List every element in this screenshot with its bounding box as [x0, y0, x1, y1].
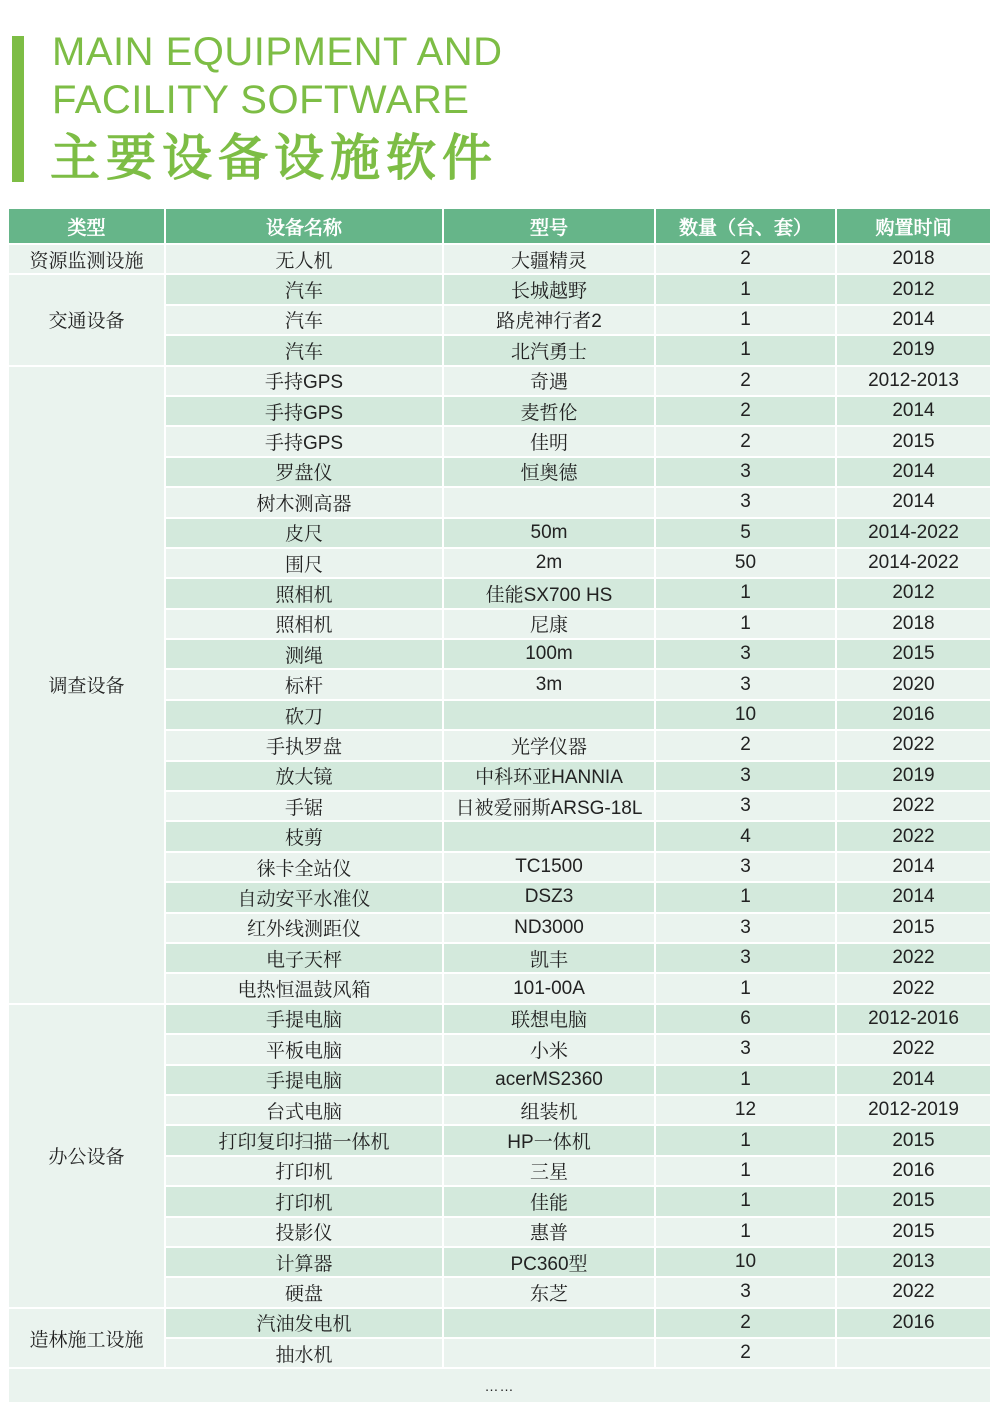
quantity-cell: 2: [655, 1338, 836, 1368]
equipment-name-cell: 放大镜: [165, 761, 443, 791]
purchase-time-cell: 2014: [836, 852, 991, 882]
equipment-name-cell: 电子天枰: [165, 943, 443, 973]
model-cell: 大疆精灵: [443, 244, 655, 274]
equipment-name-cell: 围尺: [165, 548, 443, 578]
quantity-cell: 10: [655, 700, 836, 730]
header-purchase-time: 购置时间: [836, 209, 991, 244]
quantity-cell: 3: [655, 791, 836, 821]
purchase-time-cell: 2022: [836, 1034, 991, 1064]
purchase-time-cell: 2019: [836, 335, 991, 365]
table-header-row: [9, 209, 991, 244]
model-cell: 中科环亚HANNIA: [443, 761, 655, 791]
model-cell: 101-00A: [443, 973, 655, 1003]
purchase-time-cell: 2012: [836, 578, 991, 608]
model-cell: 2m: [443, 548, 655, 578]
english-title: [52, 28, 503, 124]
equipment-name-cell: 手持GPS: [165, 426, 443, 456]
purchase-time-cell: 2014: [836, 457, 991, 487]
quantity-cell: 2: [655, 396, 836, 426]
purchase-time-cell: 2014: [836, 882, 991, 912]
purchase-time-cell: 2018: [836, 609, 991, 639]
category-cell: 交通设备: [9, 274, 165, 365]
model-cell: 佳能: [443, 1186, 655, 1216]
quantity-cell: 2: [655, 1308, 836, 1338]
category-cell: 造林施工设施: [9, 1308, 165, 1369]
equipment-name-cell: 罗盘仪: [165, 457, 443, 487]
purchase-time-cell: 2015: [836, 1186, 991, 1216]
table-row: [9, 366, 991, 396]
table-row: [9, 1004, 991, 1034]
model-cell: 小米: [443, 1034, 655, 1064]
model-cell: [443, 1308, 655, 1338]
quantity-cell: 2: [655, 366, 836, 396]
purchase-time-cell: 2019: [836, 761, 991, 791]
model-cell: 长城越野: [443, 274, 655, 304]
model-cell: 3m: [443, 669, 655, 699]
model-cell: [443, 1338, 655, 1368]
purchase-time-cell: 2012-2013: [836, 366, 991, 396]
purchase-time-cell: 2016: [836, 1308, 991, 1338]
quantity-cell: 10: [655, 1247, 836, 1277]
quantity-cell: 4: [655, 821, 836, 851]
equipment-name-cell: 抽水机: [165, 1338, 443, 1368]
quantity-cell: 3: [655, 1277, 836, 1307]
equipment-name-cell: 硬盘: [165, 1277, 443, 1307]
quantity-cell: 1: [655, 1065, 836, 1095]
purchase-time-cell: [836, 1338, 991, 1368]
model-cell: 日被爱丽斯ARSG-18L: [443, 791, 655, 821]
purchase-time-cell: 2022: [836, 821, 991, 851]
quantity-cell: 3: [655, 639, 836, 669]
equipment-name-cell: 红外线测距仪: [165, 913, 443, 943]
table-row: [9, 244, 991, 274]
quantity-cell: 1: [655, 578, 836, 608]
model-cell: 麦哲伦: [443, 396, 655, 426]
equipment-name-cell: 打印机: [165, 1156, 443, 1186]
english-title-line1: MAIN EQUIPMENT AND: [52, 30, 503, 74]
quantity-cell: 1: [655, 609, 836, 639]
equipment-name-cell: 台式电脑: [165, 1095, 443, 1125]
title-accent-bar: [12, 36, 24, 182]
quantity-cell: 5: [655, 518, 836, 548]
quantity-cell: 12: [655, 1095, 836, 1125]
model-cell: PC360型: [443, 1247, 655, 1277]
equipment-name-cell: 手持GPS: [165, 396, 443, 426]
quantity-cell: 1: [655, 274, 836, 304]
equipment-name-cell: 汽车: [165, 335, 443, 365]
category-cell: 办公设备: [9, 1004, 165, 1308]
equipment-name-cell: 平板电脑: [165, 1034, 443, 1064]
equipment-name-cell: 枝剪: [165, 821, 443, 851]
purchase-time-cell: 2022: [836, 791, 991, 821]
quantity-cell: 1: [655, 973, 836, 1003]
equipment-name-cell: 投影仪: [165, 1217, 443, 1247]
model-cell: 50m: [443, 518, 655, 548]
header-model: 型号: [443, 209, 655, 244]
equipment-name-cell: 手锯: [165, 791, 443, 821]
model-cell: 尼康: [443, 609, 655, 639]
category-cell: 资源监测设施: [9, 244, 165, 274]
header-equipment-name: 设备名称: [165, 209, 443, 244]
quantity-cell: 3: [655, 487, 836, 517]
model-cell: [443, 487, 655, 517]
chinese-title: 主要设备设施软件: [50, 129, 498, 187]
purchase-time-cell: 2015: [836, 639, 991, 669]
quantity-cell: 50: [655, 548, 836, 578]
model-cell: 佳明: [443, 426, 655, 456]
equipment-name-cell: 汽油发电机: [165, 1308, 443, 1338]
quantity-cell: 6: [655, 1004, 836, 1034]
equipment-name-cell: 砍刀: [165, 700, 443, 730]
equipment-name-cell: 手持GPS: [165, 366, 443, 396]
equipment-name-cell: 树木测高器: [165, 487, 443, 517]
purchase-time-cell: 2014-2022: [836, 518, 991, 548]
header-quantity: 数量（台、套）: [655, 209, 836, 244]
model-cell: 凯丰: [443, 943, 655, 973]
equipment-name-cell: 手提电脑: [165, 1065, 443, 1095]
equipment-name-cell: 打印机: [165, 1186, 443, 1216]
equipment-name-cell: 徕卡全站仪: [165, 852, 443, 882]
purchase-time-cell: 2014-2022: [836, 548, 991, 578]
quantity-cell: 1: [655, 305, 836, 335]
purchase-time-cell: 2020: [836, 669, 991, 699]
category-cell: 调查设备: [9, 366, 165, 1004]
quantity-cell: 2: [655, 426, 836, 456]
purchase-time-cell: 2012: [836, 274, 991, 304]
purchase-time-cell: 2018: [836, 244, 991, 274]
purchase-time-cell: 2015: [836, 1217, 991, 1247]
model-cell: [443, 821, 655, 851]
model-cell: 奇遇: [443, 366, 655, 396]
table-body: [9, 244, 991, 1403]
model-cell: ND3000: [443, 913, 655, 943]
model-cell: 三星: [443, 1156, 655, 1186]
purchase-time-cell: 2022: [836, 1277, 991, 1307]
quantity-cell: 2: [655, 244, 836, 274]
purchase-time-cell: 2016: [836, 700, 991, 730]
model-cell: 100m: [443, 639, 655, 669]
quantity-cell: 1: [655, 1186, 836, 1216]
equipment-name-cell: 照相机: [165, 578, 443, 608]
equipment-name-cell: 电热恒温鼓风箱: [165, 973, 443, 1003]
quantity-cell: 2: [655, 730, 836, 760]
table-row-ellipsis: [9, 1368, 991, 1403]
equipment-name-cell: 打印复印扫描一体机: [165, 1125, 443, 1155]
quantity-cell: 1: [655, 335, 836, 365]
table-row: [9, 274, 991, 304]
purchase-time-cell: 2016: [836, 1156, 991, 1186]
model-cell: DSZ3: [443, 882, 655, 912]
equipment-name-cell: 汽车: [165, 305, 443, 335]
quantity-cell: 1: [655, 1156, 836, 1186]
equipment-name-cell: 照相机: [165, 609, 443, 639]
model-cell: 联想电脑: [443, 1004, 655, 1034]
model-cell: 北汽勇士: [443, 335, 655, 365]
table-row: [9, 1308, 991, 1338]
purchase-time-cell: 2015: [836, 426, 991, 456]
purchase-time-cell: 2013: [836, 1247, 991, 1277]
model-cell: HP一体机: [443, 1125, 655, 1155]
equipment-name-cell: 标杆: [165, 669, 443, 699]
purchase-time-cell: 2014: [836, 305, 991, 335]
purchase-time-cell: 2014: [836, 396, 991, 426]
purchase-time-cell: 2012-2019: [836, 1095, 991, 1125]
quantity-cell: 1: [655, 882, 836, 912]
quantity-cell: 3: [655, 852, 836, 882]
english-title-line2: FACILITY SOFTWARE: [52, 78, 470, 122]
equipment-name-cell: 计算器: [165, 1247, 443, 1277]
quantity-cell: 3: [655, 669, 836, 699]
quantity-cell: 3: [655, 913, 836, 943]
equipment-name-cell: 自动安平水准仪: [165, 882, 443, 912]
purchase-time-cell: 2012-2016: [836, 1004, 991, 1034]
model-cell: 佳能SX700 HS: [443, 578, 655, 608]
equipment-name-cell: 测绳: [165, 639, 443, 669]
model-cell: [443, 700, 655, 730]
model-cell: 路虎神行者2: [443, 305, 655, 335]
purchase-time-cell: 2014: [836, 487, 991, 517]
purchase-time-cell: 2022: [836, 943, 991, 973]
quantity-cell: 3: [655, 943, 836, 973]
model-cell: TC1500: [443, 852, 655, 882]
quantity-cell: 3: [655, 761, 836, 791]
model-cell: acerMS2360: [443, 1065, 655, 1095]
equipment-name-cell: 皮尺: [165, 518, 443, 548]
header-category: 类型: [9, 209, 165, 244]
purchase-time-cell: 2015: [836, 1125, 991, 1155]
model-cell: 组装机: [443, 1095, 655, 1125]
model-cell: 恒奥德: [443, 457, 655, 487]
purchase-time-cell: 2014: [836, 1065, 991, 1095]
quantity-cell: 3: [655, 457, 836, 487]
equipment-name-cell: 手执罗盘: [165, 730, 443, 760]
model-cell: 惠普: [443, 1217, 655, 1247]
purchase-time-cell: 2022: [836, 730, 991, 760]
equipment-table: [9, 209, 992, 1404]
quantity-cell: 1: [655, 1217, 836, 1247]
quantity-cell: 3: [655, 1034, 836, 1064]
model-cell: 光学仪器: [443, 730, 655, 760]
equipment-name-cell: 手提电脑: [165, 1004, 443, 1034]
quantity-cell: 1: [655, 1125, 836, 1155]
equipment-name-cell: 汽车: [165, 274, 443, 304]
purchase-time-cell: 2015: [836, 913, 991, 943]
ellipsis-cell: ……: [9, 1368, 991, 1403]
purchase-time-cell: 2022: [836, 973, 991, 1003]
equipment-name-cell: 无人机: [165, 244, 443, 274]
model-cell: 东芝: [443, 1277, 655, 1307]
